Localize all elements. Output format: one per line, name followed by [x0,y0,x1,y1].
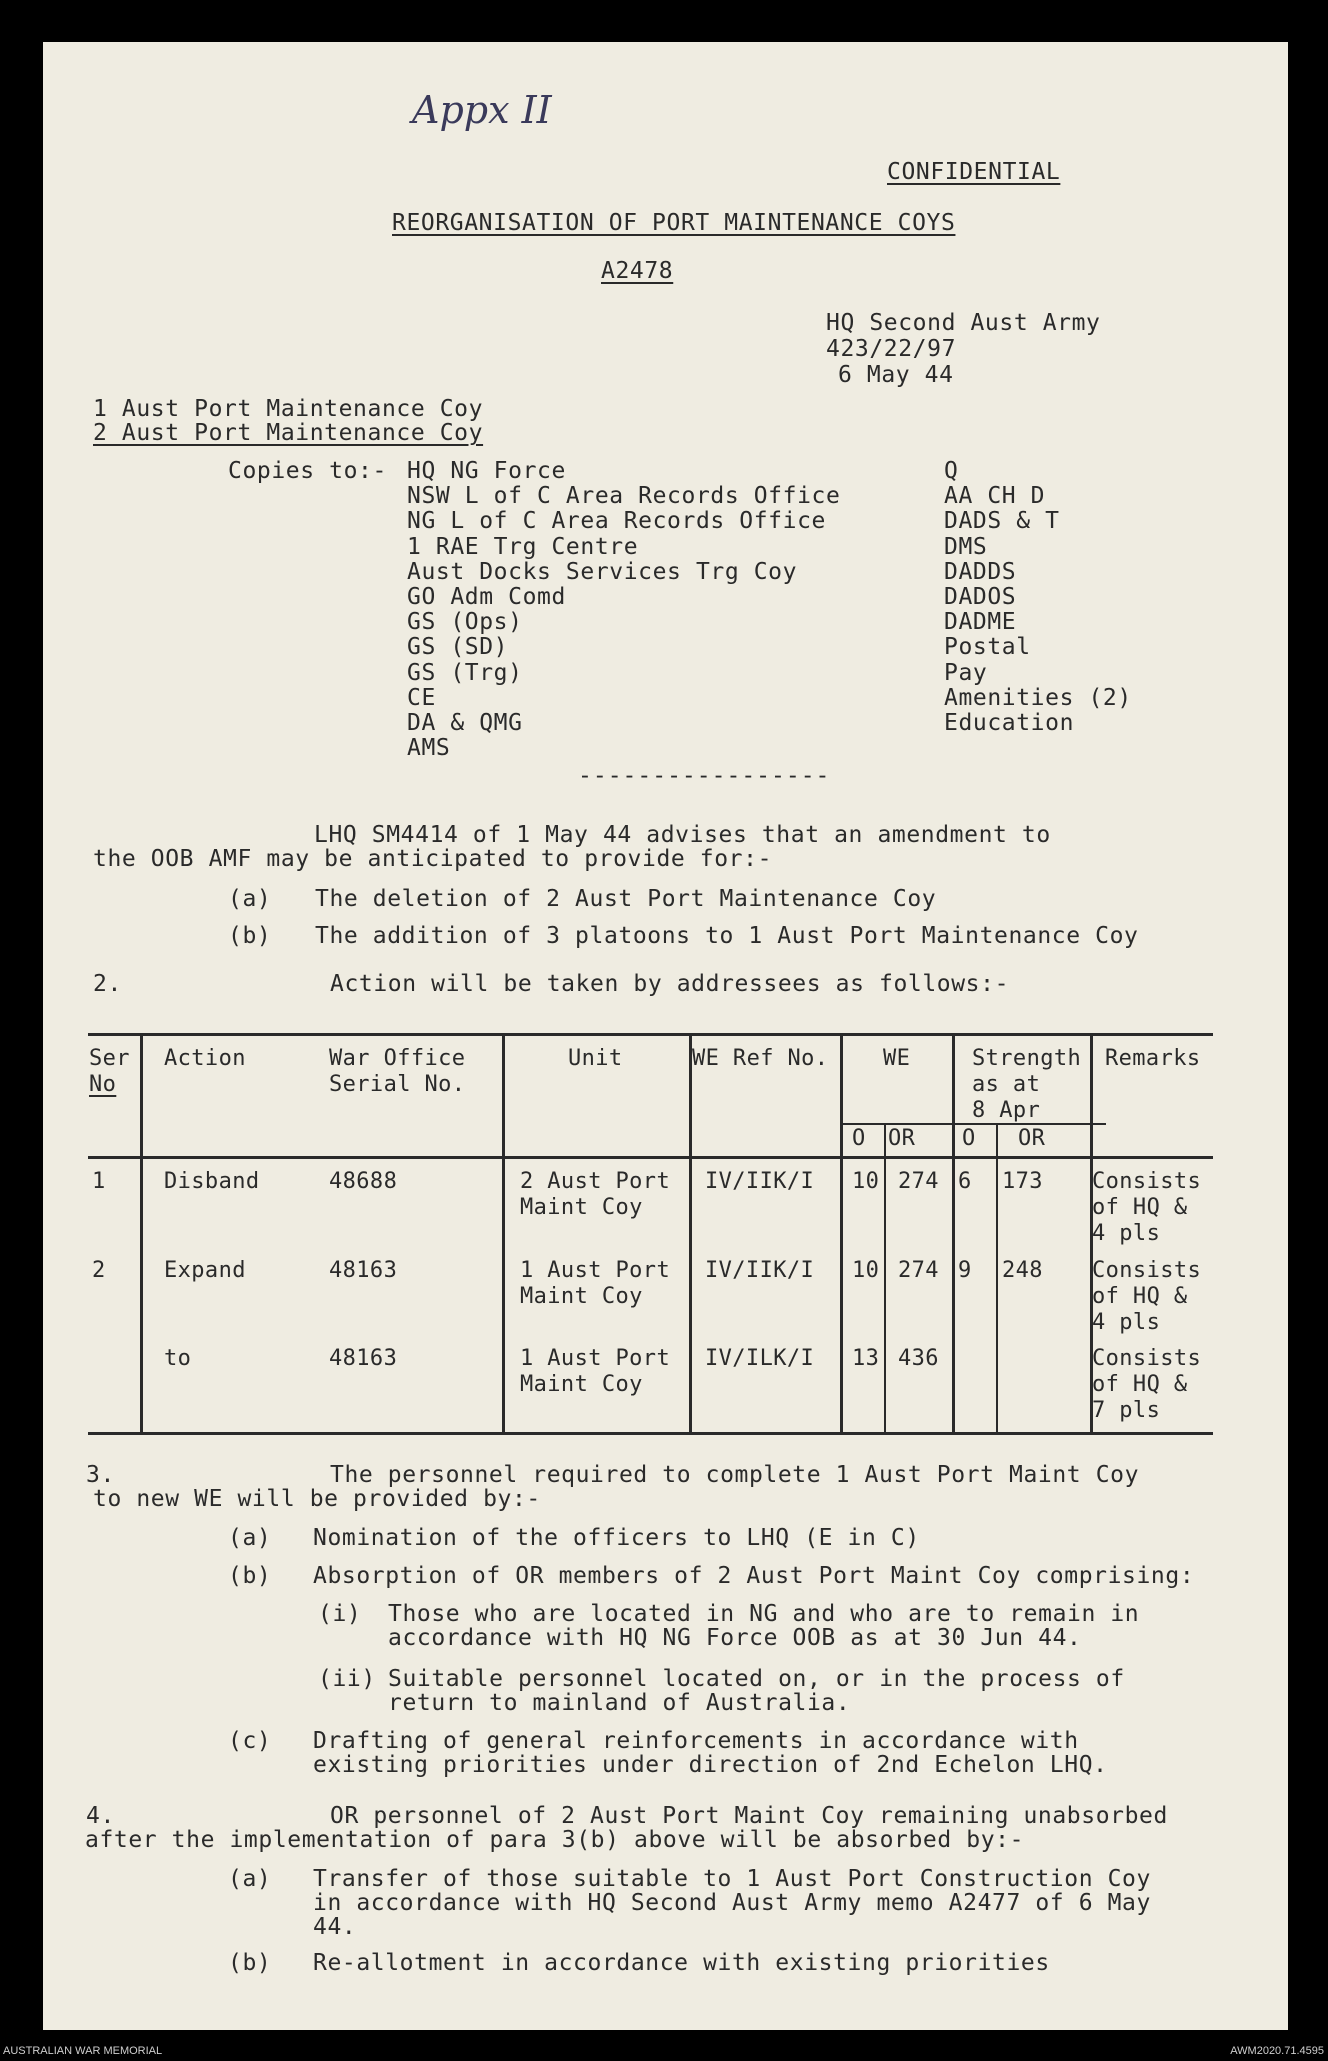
para1-line1: LHQ SM4414 of 1 May 44 advises that an amendment to [314,822,1051,848]
copies-item: CE [407,684,436,711]
para4-line1: OR personnel of 2 Aust Port Maint Coy remaining unabsorbed [330,1803,1168,1829]
para3-line1: The personnel required to complete 1 Aust Port Maint Coy [330,1462,1140,1488]
para3-a-label: (a) [228,1525,272,1551]
header-we-or: OR [888,1126,916,1151]
row-unit: 2 Aust Port Maint Coy [520,1169,671,1220]
copies-item: DA & QMG [407,710,523,736]
copies-item: 1 RAE Trg Centre [407,533,639,560]
row-we-ref: IV/IIK/I [705,1258,815,1283]
row-serial: 48688 [329,1169,398,1194]
para4-a-label: (a) [228,1866,272,1892]
copies-item: DADS & T [944,508,1060,535]
copies-item: DADDS [944,558,1017,585]
row-unit: 1 Aust Port Maint Coy [520,1258,671,1309]
hq-name: HQ Second Aust Army [826,310,1101,336]
row-we-o: 13 [852,1346,880,1371]
row-we-ref: IV/IIK/I [705,1169,815,1194]
classification-label: CONFIDENTIAL [887,159,1061,185]
row-strength-or: 248 [1002,1258,1043,1283]
header-we: WE [883,1046,911,1071]
row-we-or: 274 [898,1169,939,1194]
copies-item: Pay [944,659,988,686]
para3-i-text2: accordance with HQ NG Force OOB as at 30 Jun 44. [388,1625,1082,1651]
row-ser: 1 [92,1169,106,1194]
copies-item: DMS [944,533,988,560]
reference-number: A2478 [601,258,674,284]
para3-line2: to new WE will be provided by:- [93,1486,541,1512]
row-remarks: Consists of HQ & 4 pls [1092,1169,1202,1246]
para4-number: 4. [86,1803,115,1829]
row-remarks: Consists of HQ & 4 pls [1092,1258,1202,1335]
header-strength-or: OR [1018,1126,1046,1151]
row-we-ref: IV/ILK/I [705,1346,815,1371]
row-we-o: 10 [852,1258,880,1283]
row-strength-o: 9 [958,1258,972,1283]
para4-line2: after the implementation of para 3(b) above will be absorbed by:- [85,1827,1025,1853]
row-action: to [164,1346,192,1371]
header-war-office: War Office Serial No. [329,1046,466,1097]
copies-item: HQ NG Force [407,458,566,484]
copies-item: DADME [944,609,1017,636]
para1-a-text: The deletion of 2 Aust Port Maintenance Coy [315,886,937,912]
header-no: No [89,1072,117,1097]
para4-b-label: (b) [228,1950,272,1976]
header-strength-o: O [962,1126,976,1151]
para3-a-text: Nomination of the officers to LHQ (E in C) [313,1525,920,1551]
para3-number: 3. [86,1462,115,1488]
header-unit: Unit [568,1046,623,1071]
copies-item: Amenities (2) [944,684,1132,711]
header-we-ref: WE Ref No. [692,1046,829,1071]
row-serial: 48163 [329,1258,398,1283]
para3-b-text: Absorption of OR members of 2 Aust Port Maint Coy comprising: [313,1563,1195,1589]
copies-item: Q [944,458,959,484]
addressee-2: 2 Aust Port Maintenance Coy [93,420,484,446]
para1-b-text: The addition of 3 platoons to 1 Aust Port Maintenance Coy [315,923,1139,949]
copies-label: Copies to:- [228,458,387,484]
para4-a-text2: in accordance with HQ Second Aust Army memo A2477 of 6 May [313,1890,1151,1916]
para2-number: 2. [93,971,122,997]
row-serial: 48163 [329,1346,398,1371]
separator: ----------------- [578,763,831,789]
row-remarks: Consists of HQ & 7 pls [1092,1346,1202,1423]
copies-item: DADOS [944,584,1017,610]
para3-c-text1: Drafting of general reinforcements in accordance with [313,1728,1079,1754]
header-action: Action [164,1046,246,1071]
footer-archive-name: AUSTRALIAN WAR MEMORIAL [3,2045,163,2057]
copies-item: GO Adm Comd [407,584,566,610]
row-unit: 1 Aust Port Maint Coy [520,1346,671,1397]
para3-i-text1: Those who are located in NG and who are to remain in [388,1601,1140,1627]
para1-line2: the OOB AMF may be anticipated to provide for:- [93,846,773,872]
para4-a-text1: Transfer of those suitable to 1 Aust Port Construction Coy [313,1866,1151,1892]
copies-item: NG L of C Area Records Office [407,508,826,535]
para3-c-label: (c) [228,1728,272,1754]
row-strength-or: 173 [1002,1169,1043,1194]
para4-a-text3: 44. [313,1914,357,1940]
para3-ii-text2: return to mainland of Australia. [388,1690,851,1716]
document-date: 6 May 44 [838,362,954,388]
para3-c-text2: existing priorities under direction of 2nd Echelon LHQ. [313,1752,1108,1778]
copies-item: AMS [407,735,451,762]
para3-b-label: (b) [228,1563,272,1589]
row-we-or: 274 [898,1258,939,1283]
copies-item: NSW L of C Area Records Office [407,483,841,510]
para4-b-text: Re-allotment in accordance with existing priorities [313,1950,1050,1976]
row-strength-o: 6 [958,1169,972,1194]
addressee-1: 1 Aust Port Maintenance Coy [93,396,484,422]
copies-item: GS (Trg) [407,659,523,686]
para1-a-label: (a) [228,886,272,912]
header-we-o: O [852,1126,866,1151]
document-title: REORGANISATION OF PORT MAINTENANCE COYS [392,210,956,236]
para3-ii-text1: Suitable personnel located on, or in the process of [388,1666,1125,1692]
para2-text: Action will be taken by addressees as follows:- [330,971,1010,997]
copies-item: GS (Ops) [407,609,523,636]
footer-item-id: AWM2020.71.4595 [1230,2045,1324,2057]
header-ser: Ser [89,1046,130,1071]
para3-i-label: (i) [318,1601,362,1627]
para1-b-label: (b) [228,923,272,949]
row-ser: 2 [92,1258,106,1283]
row-action: Expand [164,1258,246,1283]
header-strength: Strength as at 8 Apr [972,1046,1082,1123]
copies-item: AA CH D [944,483,1046,510]
copies-item: Aust Docks Services Trg Coy [407,558,798,585]
header-remarks: Remarks [1105,1046,1201,1071]
row-action: Disband [164,1169,260,1194]
copies-item: GS (SD) [407,634,509,661]
row-we-o: 10 [852,1169,880,1194]
handwritten-annotation: Appx II [412,88,552,132]
copies-item: Education [944,710,1075,736]
para3-ii-label: (ii) [318,1666,376,1692]
file-reference: 423/22/97 [826,336,957,362]
copies-item: Postal [944,634,1031,661]
row-we-or: 436 [898,1346,939,1371]
